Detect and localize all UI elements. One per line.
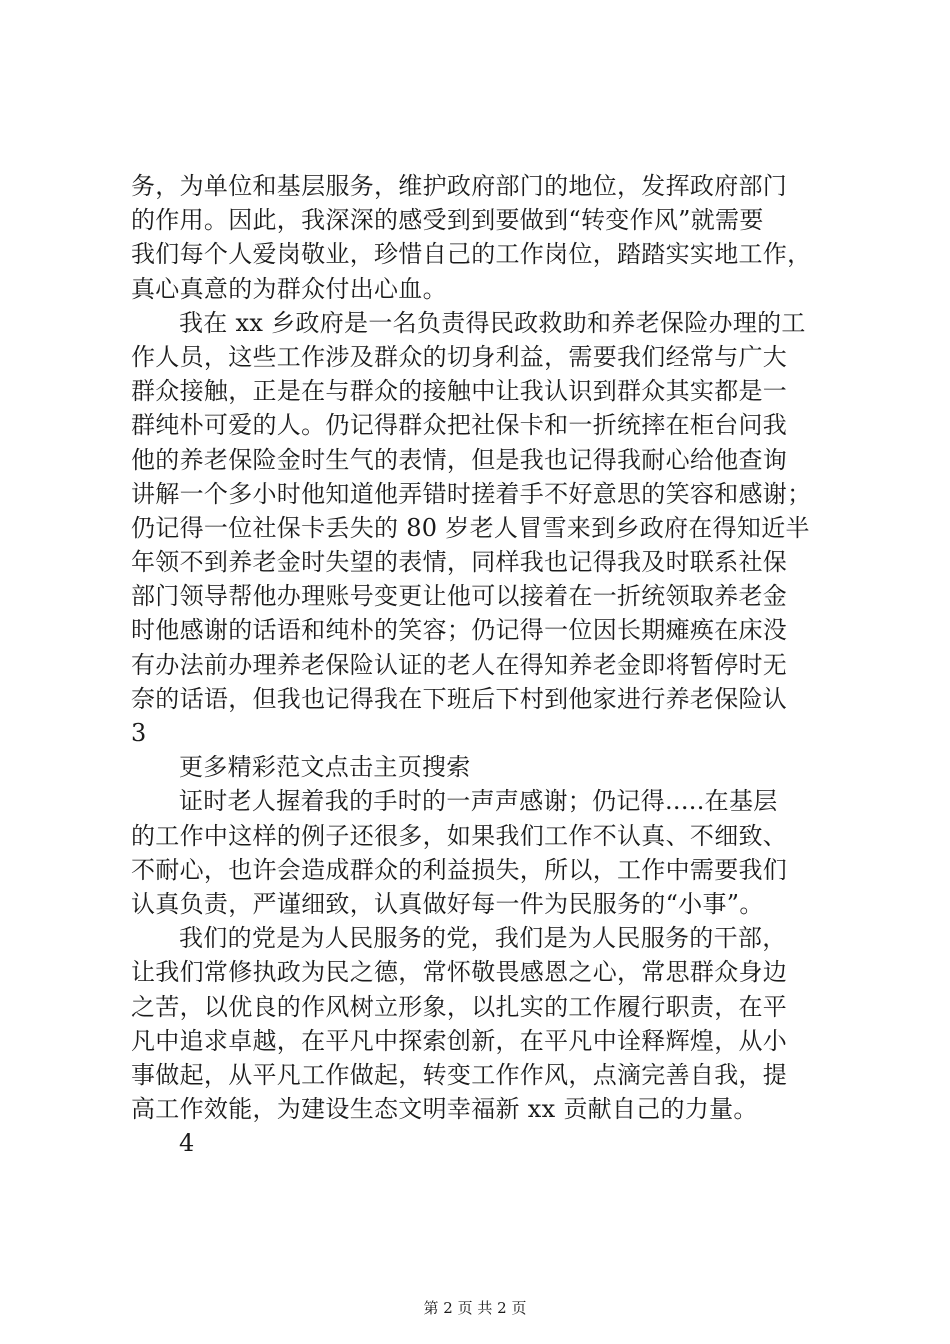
text-line: 他的养老保险金时生气的表情，但是我也记得我耐心给他查询: [131, 445, 788, 474]
text-line: 我在 xx 乡政府是一名负责得民政救助和养老保险办理的工: [179, 308, 806, 337]
text-line: 部门领导帮他办理账号变更让他可以接着在一折统领取养老金: [131, 582, 788, 611]
text-line: 群众接触，正是在与群众的接触中让我认识到群众其实都是一: [131, 377, 788, 406]
text-line: 的作用。因此，我深深的感受到到要做到“转变作风”就需要: [131, 206, 764, 235]
text-line: 群纯朴可爱的人。仍记得群众把社保卡和一折统摔在柜台问我: [131, 411, 788, 440]
text-line: 年领不到养老金时失望的表情，同样我也记得我及时联系社保: [131, 548, 788, 577]
text-line: 我们每个人爱岗敬业，珍惜自己的工作岗位，踏踏实实地工作，: [131, 240, 812, 269]
text-line: 凡中追求卓越，在平凡中探索创新，在平凡中诠释辉煌，从小: [131, 1026, 788, 1055]
text-line: 高工作效能，为建设生态文明幸福新 xx 贡献自己的力量。: [131, 1095, 758, 1124]
text-line: 认真负责，严谨细致，认真做好每一件为民服务的“小事”。: [131, 889, 764, 918]
page-footer: 第 2 页 共 2 页: [423, 1299, 527, 1317]
page-number-marker: 3: [131, 719, 147, 747]
text-line: 奈的话语，但我也记得我在下班后下村到他家进行养老保险认: [131, 684, 788, 713]
document-body: [131, 169, 821, 1160]
text-line: 时他感谢的话语和纯朴的笑容；仍记得一位因长期瘫痪在床没: [131, 616, 788, 645]
text-line: 有办法前办理养老保险认证的老人在得知养老金即将暂停时无: [131, 650, 788, 679]
text-line: 我们的党是为人民服务的党，我们是为人民服务的干部，: [179, 924, 787, 953]
text-line: 作人员，这些工作涉及群众的切身利益，需要我们经常与广大: [131, 342, 788, 371]
text-line: 让我们常修执政为民之德，常怀敬畏感恩之心，常思群众身边: [131, 958, 788, 987]
text-line: 的工作中这样的例子还很多，如果我们工作不认真、不细致、: [131, 821, 788, 850]
text-line: 仍记得一位社保卡丢失的 80 岁老人冒雪来到乡政府在得知近半: [131, 513, 810, 542]
text-line: 证时老人握着我的手时的一声声感谢；仍记得.....在基层: [179, 787, 778, 816]
text-line: 不耐心，也许会造成群众的利益损失，所以，工作中需要我们: [131, 855, 788, 884]
page-number-marker: 4: [179, 1129, 195, 1158]
text-line: 之苦，以优良的作风树立形象，以扎实的工作履行职责，在平: [131, 992, 788, 1021]
promo-line: 更多精彩范文点击主页搜索: [179, 753, 471, 782]
text-line: 事做起，从平凡工作做起，转变工作作风，点滴完善自我，提: [131, 1060, 788, 1089]
text-line: 真心真意的为群众付出心血。: [131, 274, 447, 303]
text-line: 务，为单位和基层服务，维护政府部门的地位，发挥政府部门: [131, 172, 788, 200]
text-line: 讲解一个多小时他知道他弄错时搓着手不好意思的笑容和感谢；: [131, 479, 812, 508]
